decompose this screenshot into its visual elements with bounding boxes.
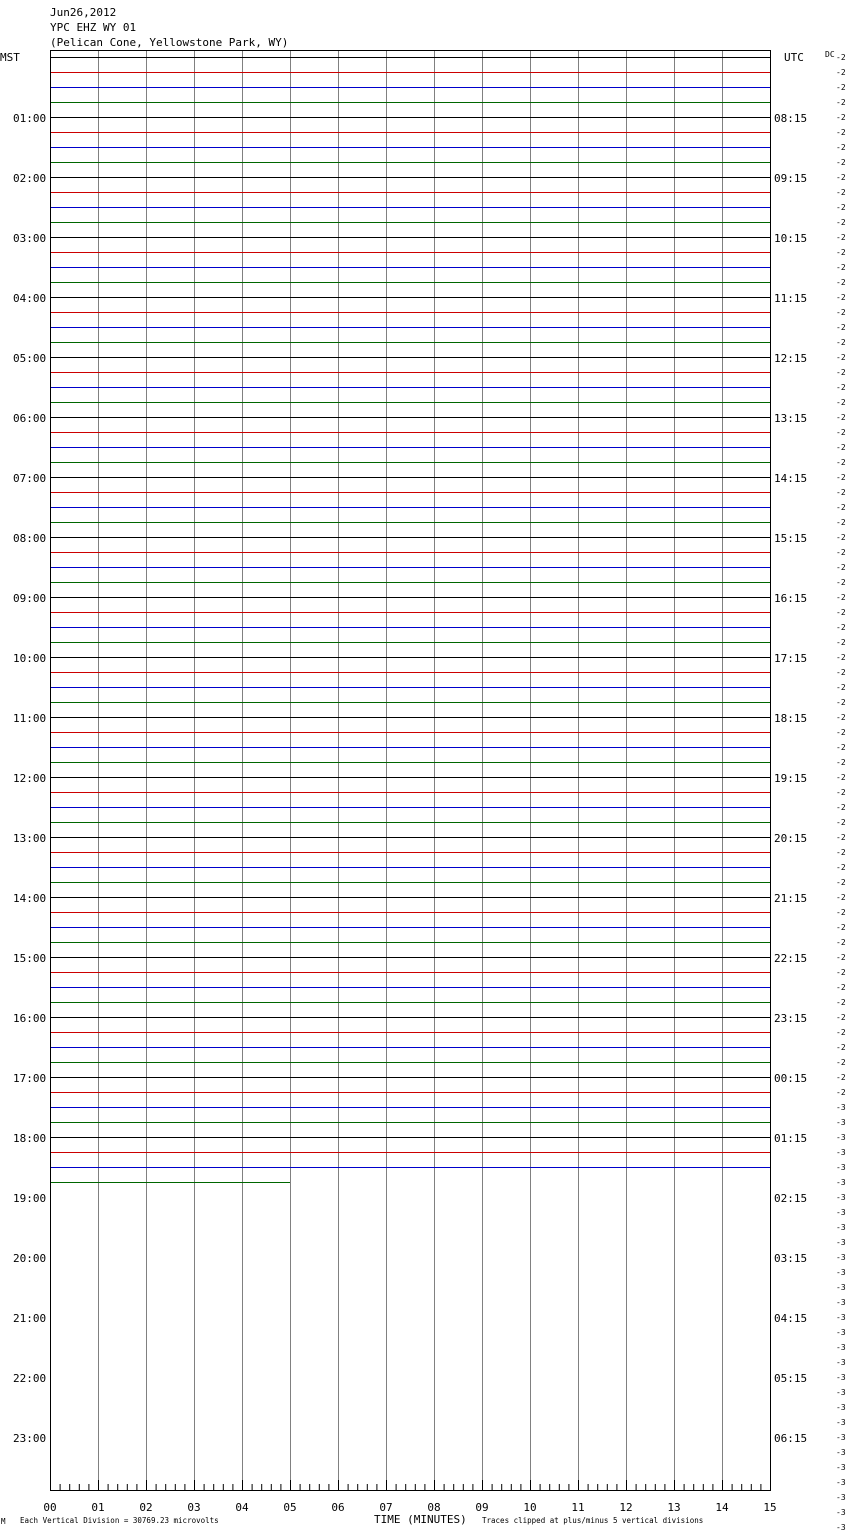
dc-offset-value: -2 [836,308,846,317]
dc-offset-value: -3 [836,1253,846,1262]
dc-offset-value: -2 [836,713,846,722]
dc-offset-value: -3 [836,1193,846,1202]
mst-hour-label: 08:00 [13,532,47,545]
mst-hour-label: 03:00 [13,232,47,245]
x-tick-label: 13 [667,1501,681,1514]
time-labels [13,112,807,1445]
dc-offset-value: -2 [836,893,846,902]
mst-hour-label: 20:00 [13,1252,47,1265]
dc-offset-value: -2 [836,458,846,467]
mst-hour-label: 02:00 [13,172,47,185]
utc-hour-label: 11:15 [774,292,808,305]
mst-hour-label: 06:00 [13,412,47,425]
dc-offset-value: -3 [836,1478,846,1487]
x-tick-label: 01 [91,1501,105,1514]
mst-hour-label: 09:00 [13,592,47,605]
dc-offset-value: -2 [836,518,846,527]
dc-offset-value: -2 [836,938,846,947]
utc-hour-label: 19:15 [774,772,808,785]
x-tick-label: 15 [763,1501,777,1514]
minute-grid [99,50,723,1490]
dc-offset-value: -2 [836,293,846,302]
utc-hour-label: 16:15 [774,592,808,605]
dc-offset-value: -2 [836,773,846,782]
record-date: Jun26,2012 [50,6,117,19]
dc-offset-value: -2 [836,443,846,452]
dc-offset-value: -3 [836,1298,846,1307]
dc-offset-value: -2 [836,1058,846,1067]
dc-offset-value: -2 [836,998,846,1007]
dc-offset-value: -2 [836,233,846,242]
dc-offset-value: -2 [836,743,846,752]
dc-offset-value: -3 [836,1133,846,1142]
dc-offset-value: -3 [836,1343,846,1352]
dc-offset-value: -2 [836,683,846,692]
footer-mark: M [1,1517,6,1526]
dc-offset-value: -2 [836,113,846,122]
dc-offset-value: -2 [836,143,846,152]
plot-frame [51,51,771,1491]
utc-hour-label: 13:15 [774,412,808,425]
dc-offset-value: -3 [836,1358,846,1367]
dc-offset-value: -2 [836,578,846,587]
utc-hour-label: 02:15 [774,1192,808,1205]
utc-hour-label: 09:15 [774,172,808,185]
utc-hour-label: 21:15 [774,892,808,905]
dc-offset-column [836,53,846,1534]
utc-hour-label: 00:15 [774,1072,808,1085]
mst-hour-label: 17:00 [13,1072,47,1085]
dc-offset-value: -2 [836,533,846,542]
mst-hour-label: 19:00 [13,1192,47,1205]
dc-offset-value: -2 [836,128,846,137]
dc-offset-value: -2 [836,968,846,977]
dc-offset-value: -3 [836,1238,846,1247]
dc-column-title: DC [825,50,835,59]
dc-offset-value: -2 [836,323,846,332]
dc-offset-value: -3 [836,1418,846,1427]
dc-offset-value: -2 [836,263,846,272]
dc-offset-value: -3 [836,1148,846,1157]
dc-offset-value: -2 [836,623,846,632]
x-tick-label: 11 [571,1501,585,1514]
dc-offset-value: -2 [836,1013,846,1022]
dc-offset-value: -3 [836,1223,846,1232]
mst-hour-label: 23:00 [13,1432,47,1445]
utc-hour-label: 06:15 [774,1432,808,1445]
mst-hour-label: 14:00 [13,892,47,905]
mst-hour-label: 07:00 [13,472,47,485]
dc-offset-value: -2 [836,803,846,812]
dc-offset-value: -2 [836,818,846,827]
dc-offset-value: -3 [836,1208,846,1217]
x-tick-label: 10 [523,1501,537,1514]
dc-offset-value: -2 [836,398,846,407]
mst-hour-label: 05:00 [13,352,47,365]
utc-hour-label: 14:15 [774,472,808,485]
x-axis [43,1480,776,1514]
utc-hour-label: 04:15 [774,1312,808,1325]
dc-offset-value: -2 [836,698,846,707]
dc-offset-value: -2 [836,908,846,917]
utc-hour-label: 22:15 [774,952,808,965]
mst-hour-label: 13:00 [13,832,47,845]
dc-offset-value: -3 [836,1328,846,1337]
dc-offset-value: -3 [836,1373,846,1382]
dc-offset-value: -2 [836,593,846,602]
utc-hour-label: 20:15 [774,832,808,845]
dc-offset-value: -2 [836,758,846,767]
dc-offset-value: -2 [836,848,846,857]
dc-offset-value: -3 [836,1448,846,1457]
x-tick-label: 06 [331,1501,345,1514]
mst-hour-label: 04:00 [13,292,47,305]
x-tick-label: 09 [475,1501,489,1514]
mst-hour-label: 21:00 [13,1312,47,1325]
utc-hour-label: 23:15 [774,1012,808,1025]
utc-hour-label: 08:15 [774,112,808,125]
dc-offset-value: -3 [836,1178,846,1187]
station-location: (Pelican Cone, Yellowstone Park, WY) [50,36,289,49]
dc-offset-value: -3 [836,1463,846,1472]
dc-offset-value: -2 [836,1043,846,1052]
dc-offset-value: -3 [836,1283,846,1292]
dc-offset-value: -2 [836,248,846,257]
dc-offset-value: -2 [836,68,846,77]
mst-hour-label: 01:00 [13,112,47,125]
x-tick-label: 07 [379,1501,393,1514]
dc-offset-value: -3 [836,1163,846,1172]
dc-offset-value: -2 [836,953,846,962]
dc-offset-value: -3 [836,1103,846,1112]
x-tick-label: 04 [235,1501,249,1514]
mst-hour-label: 16:00 [13,1012,47,1025]
x-tick-label: 02 [139,1501,153,1514]
dc-offset-value: -2 [836,428,846,437]
dc-offset-value: -3 [836,1433,846,1442]
x-tick-label: 05 [283,1501,297,1514]
dc-offset-value: -2 [836,638,846,647]
dc-offset-value: -3 [836,1403,846,1412]
left-axis-title: MST [0,51,20,64]
dc-offset-value: -2 [836,203,846,212]
utc-hour-label: 10:15 [774,232,808,245]
dc-offset-value: -2 [836,173,846,182]
dc-offset-value: -2 [836,218,846,227]
dc-offset-value: -3 [836,1508,846,1517]
utc-hour-label: 12:15 [774,352,808,365]
dc-offset-value: -2 [836,278,846,287]
dc-offset-value: -2 [836,653,846,662]
dc-offset-value: -2 [836,368,846,377]
dc-offset-value: -3 [836,1268,846,1277]
dc-offset-value: -2 [836,188,846,197]
x-tick-label: 03 [187,1501,201,1514]
mst-hour-label: 15:00 [13,952,47,965]
dc-offset-value: -2 [836,863,846,872]
dc-offset-value: -3 [836,1523,846,1532]
dc-offset-value: -2 [836,1088,846,1097]
dc-offset-value: -2 [836,923,846,932]
x-axis-title: TIME (MINUTES) [374,1513,467,1526]
dc-offset-value: -2 [836,608,846,617]
dc-offset-value: -2 [836,473,846,482]
dc-offset-value: -2 [836,413,846,422]
mst-hour-label: 22:00 [13,1372,47,1385]
dc-offset-value: -2 [836,668,846,677]
dc-offset-value: -2 [836,788,846,797]
mst-hour-label: 11:00 [13,712,47,725]
dc-offset-value: -2 [836,1073,846,1082]
utc-hour-label: 17:15 [774,652,808,665]
dc-offset-value: -2 [836,503,846,512]
utc-hour-label: 15:15 [774,532,808,545]
utc-hour-label: 01:15 [774,1132,808,1145]
dc-offset-value: -2 [836,83,846,92]
dc-offset-value: -3 [836,1313,846,1322]
x-tick-label: 08 [427,1501,441,1514]
dc-offset-value: -2 [836,878,846,887]
dc-offset-value: -3 [836,1118,846,1127]
dc-offset-value: -2 [836,563,846,572]
mst-hour-label: 12:00 [13,772,47,785]
dc-offset-value: -2 [836,353,846,362]
x-tick-label: 14 [715,1501,729,1514]
x-tick-label: 00 [43,1501,57,1514]
dc-offset-value: -2 [836,338,846,347]
dc-offset-value: -3 [836,1388,846,1397]
mst-hour-label: 10:00 [13,652,47,665]
dc-offset-value: -3 [836,1493,846,1502]
clip-note: Traces clipped at plus/minus 5 vertical divisions [482,1516,704,1525]
station-code: YPC EHZ WY 01 [50,21,137,34]
dc-offset-value: -2 [836,1028,846,1037]
dc-offset-value: -2 [836,98,846,107]
mst-hour-label: 18:00 [13,1132,47,1145]
scale-note: Each Vertical Division = 30769.23 microvolts [20,1516,219,1525]
dc-offset-value: -2 [836,53,846,62]
dc-offset-value: -2 [836,383,846,392]
right-axis-title: UTC [784,51,804,64]
x-tick-label: 12 [619,1501,633,1514]
dc-offset-value: -2 [836,983,846,992]
utc-hour-label: 03:15 [774,1252,808,1265]
utc-hour-label: 05:15 [774,1372,808,1385]
dc-offset-value: -2 [836,728,846,737]
dc-offset-value: -2 [836,488,846,497]
seismic-traces [50,58,770,1183]
utc-hour-label: 18:15 [774,712,808,725]
dc-offset-value: -2 [836,158,846,167]
dc-offset-value: -2 [836,833,846,842]
dc-offset-value: -2 [836,548,846,557]
